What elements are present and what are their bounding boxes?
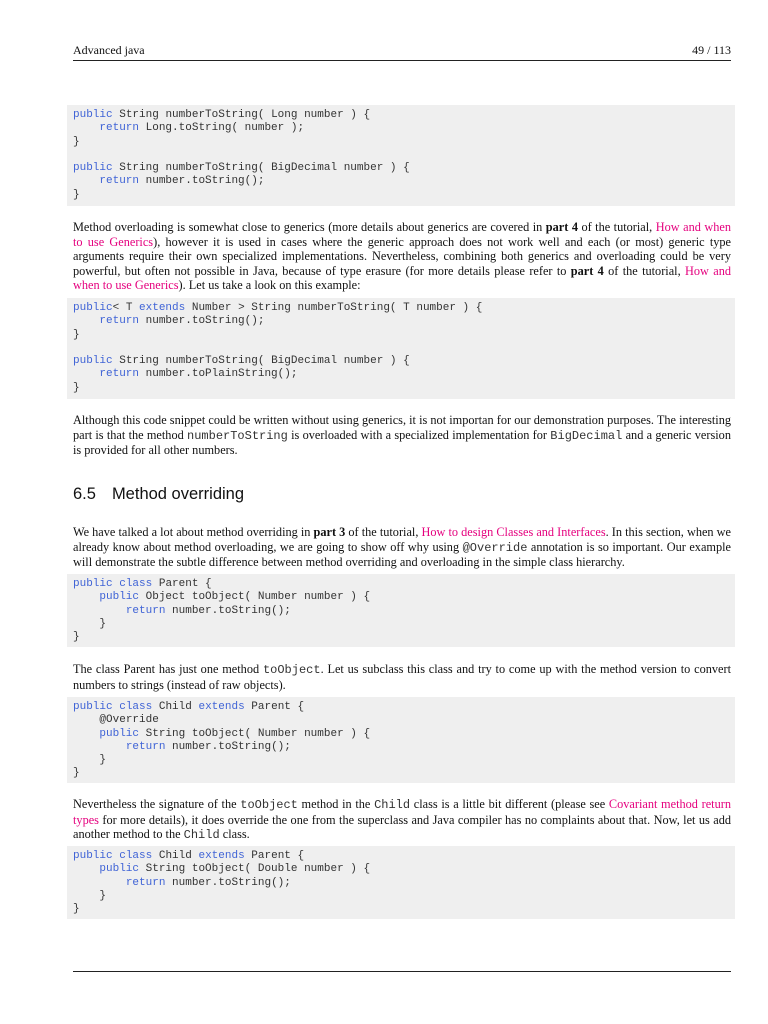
code-line: return number.toString(); (99, 315, 265, 328)
code-line: } (73, 617, 107, 630)
page-header (73, 42, 731, 61)
code-line: public class Parent { (73, 578, 212, 590)
document-title: Advanced java (73, 43, 145, 57)
code-listing (67, 697, 735, 781)
code-line: return number.toString(); (125, 876, 291, 889)
code-line: } (73, 188, 80, 201)
code-line: } (73, 135, 80, 148)
code-line: } (73, 381, 80, 394)
code-line: public class Child extends Parent { (73, 701, 305, 713)
code-line (73, 342, 735, 355)
link-covariant[interactable]: Covariant method return types (73, 797, 731, 827)
code-line: } (73, 889, 107, 902)
footer-rule (73, 971, 731, 972)
code-line: public Object toObject( Number number ) { (99, 591, 371, 604)
code-line: @Override (73, 714, 159, 727)
code-line: return number.toString(); (125, 740, 291, 753)
code-listing (67, 105, 735, 202)
code-block-2 (67, 298, 735, 399)
code-line: return number.toString(); (125, 604, 291, 617)
paragraph-overriding: We have talked a lot about method overriding in part 3 of the tutorial, How to design Classes and Interfaces. In this section, when we already know about method overloading, we are going to show off why using @Override annotation is so important. Our example will demonstrate the subtle difference between method overriding and overloading in the simple class hierarchy. (73, 525, 732, 570)
page-number: 49 / 113 (692, 43, 731, 57)
paragraph-parent-class: The class Parent has just one method toObject. Let us subclass this class and try to come up with the method version to convert numbers to strings (instead of raw objects). (73, 662, 731, 692)
code-line: public String toObject( Double number ) { (99, 863, 371, 876)
code-line: public String numberToString( Long number ) { (73, 109, 371, 121)
code-line: } (73, 328, 80, 341)
code-listing (67, 298, 735, 395)
code-line: public String numberToString( BigDecimal number ) { (73, 355, 410, 368)
link-classes-interfaces[interactable]: How to design Classes and Interfaces (421, 525, 606, 539)
code-line: } (73, 767, 80, 780)
code-block-5 (67, 846, 735, 919)
code-listing (67, 846, 735, 916)
code-line: return number.toString(); (99, 175, 265, 188)
code-line: public< T extends Number > String numberToString( T number ) { (73, 302, 483, 314)
section-heading: 6.5 Method overriding (73, 485, 245, 503)
code-block-4 (67, 697, 735, 783)
paragraph-child-class: Nevertheless the signature of the toObject method in the Child class is a little bit different (please see Covariant method return types for more details), it does override the one from the superclass and Java compiler has no complaints about that. Now, let us add another method to the Child class. (73, 797, 731, 843)
code-block-1 (67, 105, 735, 206)
paragraph-generics-note: Although this code snippet could be written without using generics, it is not importan for our demonstration purposes. The interesting part is that the method numberToString is overloaded with a specialized implementation for BigDecimal and a generic version is provided for all other numbers. (73, 413, 731, 458)
code-line: public String numberToString( BigDecimal number ) { (73, 162, 410, 175)
code-block-3 (67, 574, 735, 647)
code-line (73, 149, 735, 162)
code-line: } (73, 754, 107, 767)
code-line: return number.toPlainString(); (99, 368, 298, 381)
paragraph-overloading: Method overloading is somewhat close to generics (more details about generics are covered in part 4 of the tutorial, How and when to use Generics), however it is used in cases where the generic approach does not work well and each (or most) generic type arguments require their own specialized implementations. Nevertheless, combining both generics and overloading could be very powerful, but often not possible in Java, because of type erasure (for more details please refer to part 4 of the tutorial, How and when to use Generics). Let us take a look on this example: (73, 220, 732, 293)
code-line: } (73, 631, 80, 644)
code-line: return Long.toString( number ); (99, 122, 305, 135)
code-line: public String toObject( Number number ) { (99, 727, 371, 740)
link-generics-2[interactable]: How and when to use Generics (73, 263, 731, 293)
code-listing (67, 574, 735, 644)
code-line: public class Child extends Parent { (73, 850, 305, 862)
code-line: } (73, 903, 80, 916)
link-generics-1[interactable]: How and when to use Generics (73, 220, 732, 249)
